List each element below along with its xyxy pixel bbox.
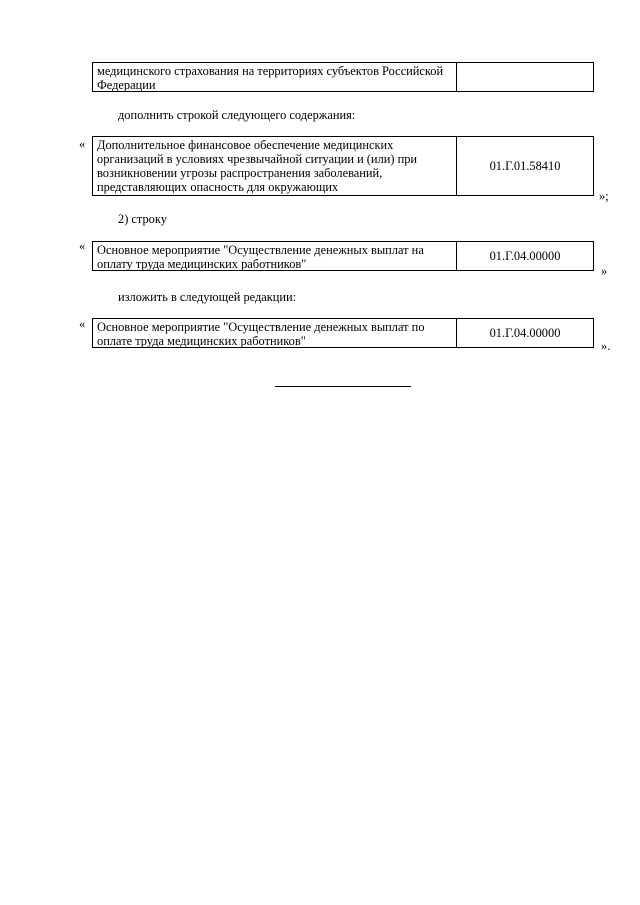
table-row-added	[92, 136, 594, 196]
close-quote: »	[601, 264, 608, 278]
close-quote: ».	[601, 339, 611, 353]
table-cell-name: медицинского страхования на территориях субъектов Российской Федерации	[93, 63, 457, 91]
open-quote: «	[79, 239, 86, 253]
table-cell-name: Дополнительное финансовое обеспечение медицинских организаций в условиях чрезвычайной ситуации и (или) при возникновении угрозы распространения заболеваний, представляющих опасность для окружающих	[93, 137, 457, 195]
table-row-new	[92, 318, 594, 348]
table-cell-code: 01.Г.04.00000	[489, 326, 561, 340]
table-cell-name: Основное мероприятие "Осуществление денежных выплат на оплату труда медицинских работников"	[93, 242, 457, 270]
table-cell-code: 01.Г.04.00000	[489, 249, 561, 263]
paragraph-item-2: 2) строку	[118, 212, 167, 226]
open-quote: «	[79, 317, 86, 331]
table-cell-name: Основное мероприятие "Осуществление денежных выплат по оплате труда медицинских работников"	[93, 319, 457, 347]
end-of-document-rule	[275, 386, 411, 387]
paragraph-new-edition: изложить в следующей редакции:	[118, 290, 297, 304]
paragraph-add-row: дополнить строкой следующего содержания:	[118, 108, 356, 122]
open-quote: «	[79, 137, 86, 151]
table-cell-code	[457, 63, 593, 91]
table-row-old	[92, 241, 594, 271]
close-quote: »;	[599, 189, 609, 203]
table-row-top	[92, 62, 594, 92]
table-cell-code: 01.Г.01.58410	[489, 159, 561, 173]
